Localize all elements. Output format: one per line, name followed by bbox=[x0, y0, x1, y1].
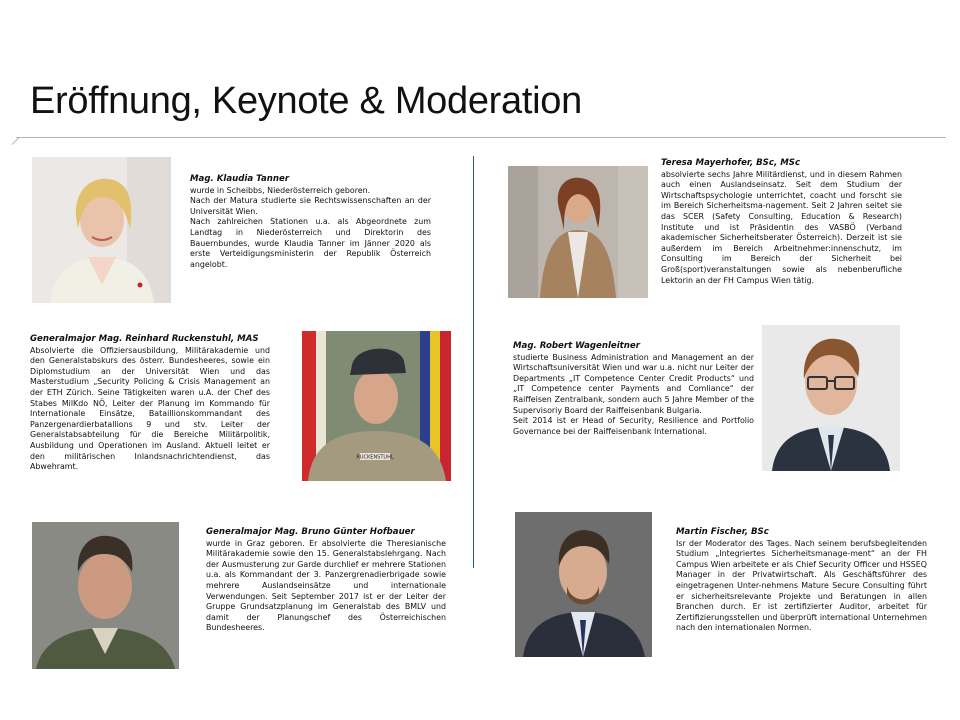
bio-paragraph: wurde in Graz geboren. Er absolvierte die Theresianische Militärakademie sowie den 15. Generalstabslehrgang. Nach der Ausmusterung zur Garde durchlief er mehrere Stationen u.a. als Kommandant der 3. Panzergrenadierbrigade sowie mehrere Auslandseinsätze und internationale Verwendungen. Seit September 2017 ist er der Leiter der Gruppe Grundsatzplanung im Generalstab des BMLV und damit der Planungschef des Österreichischen Bundesheeres. bbox=[206, 538, 446, 633]
bio-tanner bbox=[190, 174, 431, 270]
bio-hofbauer bbox=[206, 527, 446, 634]
speaker-name: Mag. Robert Wagenleitner bbox=[513, 341, 640, 351]
title-underline-accent bbox=[12, 137, 20, 145]
title-underline bbox=[16, 137, 946, 138]
column-divider bbox=[473, 156, 474, 568]
bio-paragraph: Nach der Matura studierte sie Rechtswissenschaften an der Universität Wien. bbox=[190, 196, 431, 216]
portrait-photo-mayerhofer bbox=[508, 166, 648, 298]
speaker-name: Generalmajor Mag. Reinhard Ruckenstuhl, MAS bbox=[30, 334, 259, 344]
page-title: Eröffnung, Keynote & Moderation bbox=[30, 80, 582, 122]
speaker-name: Generalmajor Mag. Bruno Günter Hofbauer bbox=[206, 527, 415, 537]
bio-paragraph: Absolvierte die Offiziersausbildung, Militärakademie und den Generalstabskurs des österr. Bundesheeres, sowie ein Diplomstudium an der Universität Wien und das Masterstudium „Security Policing & Crisis Management an der ETH Zürich. Seine Tätigkeiten waren u.A. der Chef des Stabes MilKdo NÖ, Leiter der Planung im Kommando für Internationale Einsätze, Bataillionskommandant des Panzergenardierbatallions 9 und stv. Leiter der Generalstabsabteilung für die Bereiche Militärpolitik, Ausbildung und Operationen im Ausland. Aktuell leitet er den militärischen Inlandsnachrichtendienst, das Abwehramt. bbox=[30, 345, 270, 472]
bio-mayerhofer bbox=[661, 158, 902, 286]
bio-fischer bbox=[676, 527, 927, 634]
speaker-name: Martin Fischer, BSc bbox=[676, 527, 769, 537]
bio-ruckenstuhl bbox=[30, 334, 270, 473]
bio-paragraph: Isr der Moderator des Tages. Nach seinem berufsbegleitenden Studium „Integriertes Sicherheitsmanage-ment“ an der FH Campus Wien arbeitete er als Chief Security Officer und HSSEQ Manager in der Privatwirtschaft. Als Geschäftsführer des eingetragenen Unter-nehmens Mature Secure Consulting führt er sicherheitsrelevante Projekte und Beratungen in allen Branchen durch. Er ist zertifizierter Auditor, arbeitet für Zertifizierungsstellen und überprüft international Unternehmen nach den internationalen Normen. bbox=[676, 538, 927, 633]
portrait-photo-tanner bbox=[32, 157, 171, 303]
uniform-nametag: RUCKENSTUHL bbox=[356, 454, 394, 461]
bio-paragraph: studierte Business Administration and Management an der Wirtschaftsuniversität Wien und war u.a. nicht nur Leiter der Departments „IT Competence Center Credit Products“ und „IT Competence center Payments and Comliance“ der Raiffeisen Zentralbank, sondern auch 5 Jahre Member of the Supervisoriy Board der Raiffeisenbank Bulgaria. bbox=[513, 352, 754, 415]
bio-paragraph: absolvierte sechs Jahre Militärdienst, und in diesem Rahmen auch einen Auslandseinsatz. Seit dem Studium der Wirtschaftspsychologie unterrichtet, coacht und forscht sie im Bereich Sicherheitsma-nagement. Seit 2 Jahren seitet sie das SCER (Safety Consulting, Education & Research) Institute und ist Präsidentin des VASBÖ (Verband akademischer Sicherheitsberater Österreich). Derzeit ist sie außerdem im Bereich Arbeitnehmer:innenschutz, im Consulting im Bereich der Sicherheit bei Groß(sport)veranstaltungen sowie als nebenberufliche Lektorin an der FH Campus Wien tätig. bbox=[661, 169, 902, 285]
bio-wagenleitner bbox=[513, 341, 754, 437]
bio-paragraph: wurde in Scheibbs, Niederösterreich geboren. bbox=[190, 185, 371, 195]
bio-paragraph: Seit 2014 ist er Head of Security, Resilience and Portfolio Governance bei der Raiffeisenbank International. bbox=[513, 416, 754, 436]
speaker-name: Teresa Mayerhofer, BSc, MSc bbox=[661, 158, 801, 168]
portrait-photo-fischer bbox=[515, 512, 652, 657]
portrait-photo-hofbauer bbox=[32, 522, 179, 669]
bio-paragraph: Nach zahlreichen Stationen u.a. als Abgeordnete zum Landtag in Niederösterreich und Direktorin des Bauernbundes, wurde Klaudia Tanner im Jänner 2020 als erste Verteidigungsministerin der Republik Österreich angelobt. bbox=[190, 217, 431, 269]
speaker-name: Mag. Klaudia Tanner bbox=[190, 174, 290, 184]
portrait-photo-wagenleitner bbox=[762, 325, 900, 471]
portrait-photo-ruckenstuhl bbox=[302, 331, 451, 481]
